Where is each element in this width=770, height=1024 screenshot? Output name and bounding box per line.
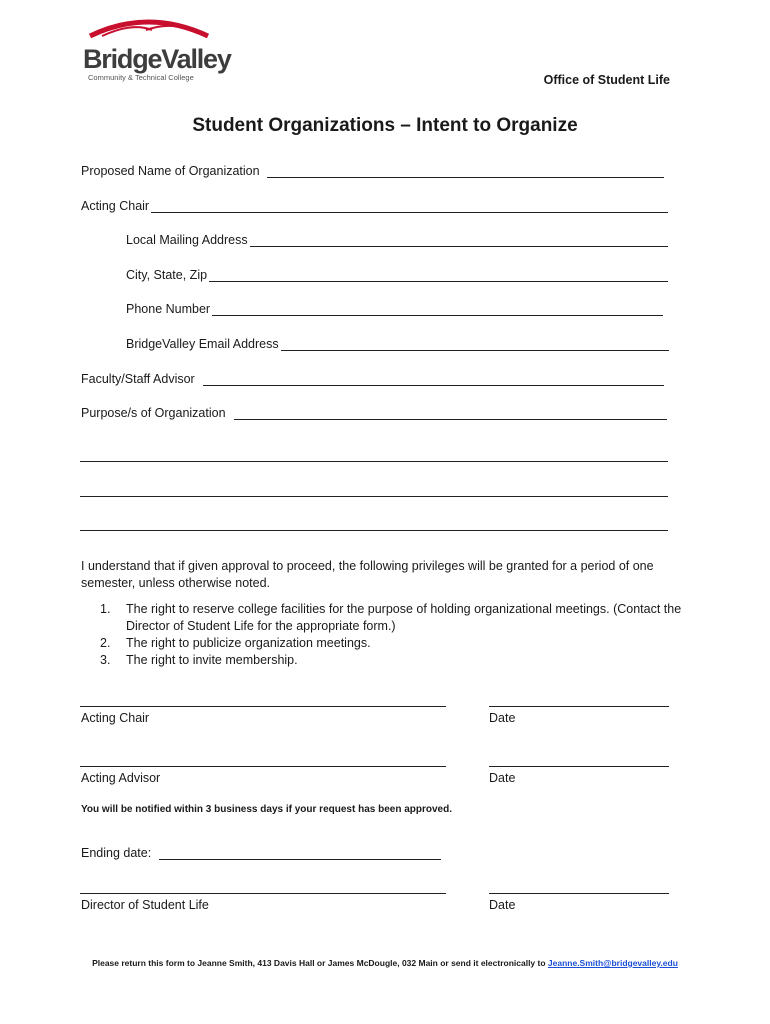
purpose-blank-line[interactable] (80, 461, 668, 462)
chair-date-label: Date (489, 711, 516, 725)
advisor-label: Faculty/Staff Advisor (81, 372, 195, 386)
purpose-line[interactable] (234, 406, 667, 420)
advisor-line[interactable] (203, 372, 664, 386)
city-state-zip-line[interactable] (209, 268, 668, 282)
org-name-line[interactable] (267, 164, 664, 178)
list-item: 2. The right to publicize organization meetings. (100, 636, 371, 650)
city-state-zip-label: City, State, Zip (126, 268, 208, 282)
mailing-address-line[interactable] (250, 233, 668, 247)
email-label: BridgeValley Email Address (126, 337, 279, 351)
bridge-arch-icon (82, 14, 231, 86)
chair-signature-line[interactable] (80, 706, 446, 707)
city-state-zip-field[interactable] (126, 264, 668, 282)
ending-date-field[interactable] (81, 842, 441, 860)
director-signature-label: Director of Student Life (81, 898, 209, 912)
office-name: Office of Student Life (543, 73, 670, 87)
chair-signature-label: Acting Chair (81, 711, 150, 725)
purpose-label: Purpose/s of Organization (81, 406, 226, 420)
mailing-address-label: Local Mailing Address (126, 233, 248, 247)
footer-text: Please return this form to Jeanne Smith, 413 Davis Hall or James McDougle, 032 Main or send it electronically to (92, 958, 548, 968)
approval-statement: I understand that if given approval to proceed, the following privileges will be granted for a period of one semester, unless otherwise noted. (81, 559, 654, 590)
phone-field[interactable] (126, 298, 663, 316)
org-name-label: Proposed Name of Organization (81, 164, 260, 178)
list-item: 3. The right to invite membership. (100, 653, 298, 667)
list-item: 1. The right to reserve college facilities for the purpose of holding organizational meetings. (Contact the Director of Student Life for the appropriate form.) (100, 602, 682, 633)
org-name-field[interactable] (81, 160, 664, 178)
purpose-blank-line[interactable] (80, 496, 668, 497)
privileges-list (100, 601, 690, 669)
phone-line[interactable] (212, 302, 663, 316)
acting-chair-line[interactable] (151, 199, 668, 213)
purpose-field[interactable] (81, 402, 667, 420)
ending-date-label: Ending date: (81, 846, 152, 860)
director-signature-line[interactable] (80, 893, 446, 894)
phone-label: Phone Number (126, 302, 211, 316)
ending-date-line[interactable] (159, 846, 441, 860)
notification-notice: You will be notified within 3 business days if your request has been approved. (81, 804, 452, 815)
bridgevalley-logo (82, 14, 231, 86)
form-title: Student Organizations – Intent to Organize (192, 115, 578, 136)
advisor-signature-label: Acting Advisor (81, 771, 161, 785)
chair-date-line[interactable] (489, 706, 669, 707)
purpose-blank-line[interactable] (80, 530, 668, 531)
acting-chair-label: Acting Chair (81, 199, 150, 213)
advisor-signature-line[interactable] (80, 766, 446, 767)
logo-tagline: Community & Technical College (88, 73, 194, 82)
acting-chair-field[interactable] (81, 195, 668, 213)
director-date-line[interactable] (489, 893, 669, 894)
advisor-date-label: Date (489, 771, 516, 785)
email-line[interactable] (281, 337, 669, 351)
footer (0, 958, 770, 968)
footer-email-link[interactable]: Jeanne.Smith@bridgevalley.edu (547, 958, 678, 968)
director-date-label: Date (489, 898, 516, 912)
logo-name: BridgeValley (83, 44, 231, 74)
advisor-date-line[interactable] (489, 766, 669, 767)
email-field[interactable] (126, 333, 669, 351)
advisor-field[interactable] (81, 368, 664, 386)
mailing-address-field[interactable] (126, 229, 668, 247)
